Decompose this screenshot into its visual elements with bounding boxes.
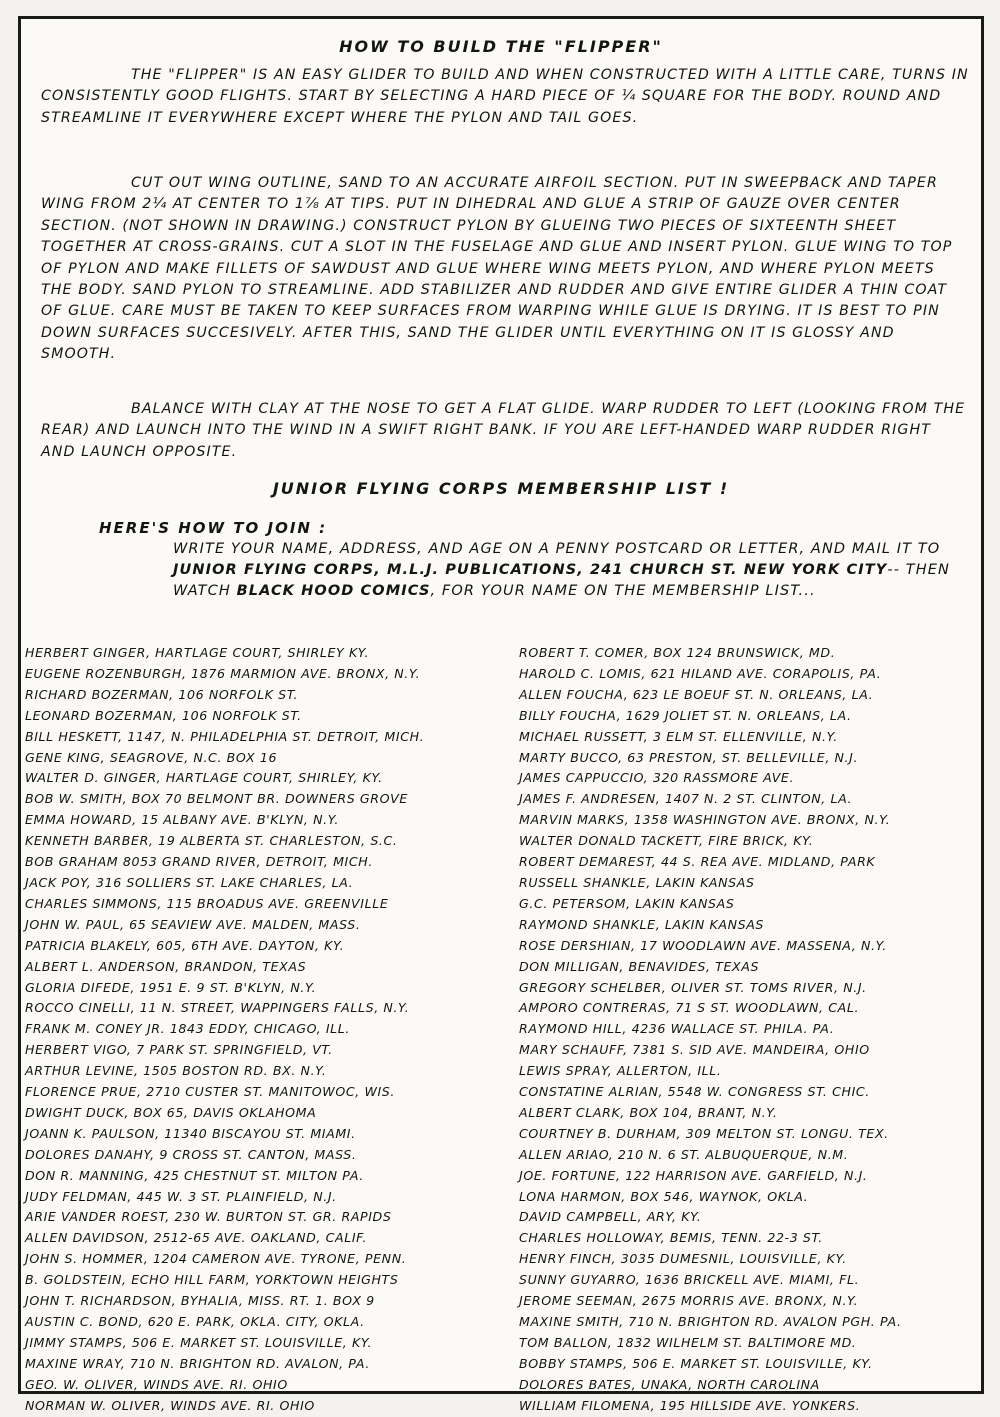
member-entry: JEROME SEEMAN, 2675 MORRIS AVE. BRONX, N.Y. <box>519 1293 859 1309</box>
member-entry: FLORENCE PRUE, 2710 CUSTER ST. MANITOWOC, WIS. <box>25 1084 396 1100</box>
instruction-paragraph-1 <box>41 65 971 129</box>
member-entry: DAVID CAMPBELL, ARY, KY. <box>519 1209 702 1225</box>
member-entry: BILL HESKETT, 1147, N. PHILADELPHIA ST. DETROIT, MICH. <box>25 728 425 744</box>
member-entry: JACK POY, 316 SOLLIERS ST. LAKE CHARLES, LA. <box>25 874 354 890</box>
member-entry: TOM BALLON, 1832 WILHELM ST. BALTIMORE MD. <box>519 1334 857 1350</box>
instruction-text-1: THE "FLIPPER" IS AN EASY GLIDER TO BUILD AND WHEN CONSTRUCTED WITH A LITTLE CARE, TURNS IN CONSISTENTLY GOOD FLIGHTS. START BY SELECTING A HARD PIECE OF ¼ SQUARE FOR THE BODY. ROUND AND STREAMLINE IT EVERYWHERE EXCEPT WHERE THE PYLON AND TAIL GOES. <box>41 67 969 126</box>
member-entry: LEWIS SPRAY, ALLERTON, ILL. <box>519 1063 722 1079</box>
member-entry: DOLORES DANAHY, 9 CROSS ST. CANTON, MASS. <box>25 1146 357 1162</box>
member-entry: LEONARD BOZERMAN, 106 NORFOLK ST. <box>25 707 302 723</box>
member-entry: BOB W. SMITH, BOX 70 BELMONT BR. DOWNERS GROVE <box>25 791 408 807</box>
member-entry: MARY SCHAUFF, 7381 S. SID AVE. MANDEIRA, OHIO <box>519 1042 870 1058</box>
member-entry: MAXINE SMITH, 710 N. BRIGHTON RD. AVALON PGH. PA. <box>519 1314 902 1329</box>
member-entry: GLORIA DIFEDE, 1951 E. 9 ST. B'KLYN, N.Y. <box>25 979 317 995</box>
mailing-address: JUNIOR FLYING CORPS, M.L.J. PUBLICATIONS, 241 CHURCH ST. NEW YORK CITY <box>173 562 888 578</box>
member-entry: ROBERT DEMAREST, 44 S. REA AVE. MIDLAND, PARK <box>519 854 876 870</box>
member-entry: WILLIAM FILOMENA, 195 HILLSIDE AVE. YONKERS. <box>519 1397 861 1413</box>
member-entry: DWIGHT DUCK, BOX 65, DAVIS OKLAHOMA <box>25 1104 317 1120</box>
member-entry: B. GOLDSTEIN, ECHO HILL FARM, YORKTOWN HEIGHTS <box>25 1272 399 1288</box>
member-entry: MICHAEL RUSSETT, 3 ELM ST. ELLENVILLE, N.Y. <box>519 728 838 744</box>
member-entry: ALLEN FOUCHA, 623 LE BOEUF ST. N. ORLEANS, LA. <box>519 686 874 702</box>
member-entry: JAMES F. ANDRESEN, 1407 N. 2 ST. CLINTON, LA. <box>519 791 853 807</box>
member-entry: JOHN W. PAUL, 65 SEAVIEW AVE. MALDEN, MASS. <box>25 916 361 932</box>
member-entry: GEO. W. OLIVER, WINDS AVE. RI. OHIO <box>25 1376 288 1392</box>
member-entry: EUGENE ROZENBURGH, 1876 MARMION AVE. BRONX, N.Y. <box>25 665 421 681</box>
member-entry: EMMA HOWARD, 15 ALBANY AVE. B'KLYN, N.Y. <box>25 812 339 828</box>
member-entry: JAMES CAPPUCCIO, 320 RASSMORE AVE. <box>519 770 795 786</box>
member-entry: GENE KING, SEAGROVE, N.C. BOX 16 <box>25 749 278 765</box>
member-list-right <box>519 643 981 1417</box>
member-entry: HERBERT VIGO, 7 PARK ST. SPRINGFIELD, VT. <box>25 1042 333 1058</box>
member-entry: MARTY BUCCO, 63 PRESTON, ST. BELLEVILLE, N.J. <box>519 749 859 765</box>
member-list-left <box>25 643 515 1417</box>
member-entry: JIMMY STAMPS, 506 E. MARKET ST. LOUISVILLE, KY. <box>25 1334 373 1350</box>
member-entry: ARTHUR LEVINE, 1505 BOSTON RD. BX. N.Y. <box>25 1063 327 1079</box>
member-entry: PATRICIA BLAKELY, 605, 6TH AVE. DAYTON, KY. <box>25 937 345 953</box>
member-entry: JOE. FORTUNE, 122 HARRISON AVE. GARFIELD, N.J. <box>519 1167 868 1183</box>
member-entry: G.C. PETERSOM, LAKIN KANSAS <box>519 895 735 911</box>
member-entry: ROBERT T. COMER, BOX 124 BRUNSWICK, MD. <box>519 645 836 660</box>
member-entry: KENNETH BARBER, 19 ALBERTA ST. CHARLESTON, S.C. <box>25 833 398 849</box>
member-entry: CHARLES SIMMONS, 115 BROADUS AVE. GREENVILLE <box>25 895 389 911</box>
member-entry: AMPORO CONTRERAS, 71 S ST. WOODLAWN, CAL. <box>519 1000 860 1016</box>
join-text-2: -- THEN WATCH <box>173 562 950 599</box>
member-entry: ALBERT L. ANDERSON, BRANDON, TEXAS <box>25 958 307 974</box>
member-entry: MAXINE WRAY, 710 N. BRIGHTON RD. AVALON, PA. <box>25 1355 370 1371</box>
join-text-3: , FOR YOUR NAME ON THE MEMBERSHIP LIST... <box>430 583 816 599</box>
member-entry: DON MILLIGAN, BENAVIDES, TEXAS <box>519 958 760 974</box>
instruction-text-2: CUT OUT WING OUTLINE, SAND TO AN ACCURATE AIRFOIL SECTION. PUT IN SWEEPBACK AND TAPER WING FROM 2¼ AT CENTER TO 1⅞ AT TIPS. PUT IN DIHEDRAL AND GLUE A STRIP OF GAUZE OVER CENTER SECTION. (NOT SHOWN IN DRAWING.) CONSTRUCT PYLON BY GLUEING TWO PIECES OF SIXTEENTH SHEET TOGETHER AT CROSS-GRAINS. CUT A SLOT IN THE FUSELAGE AND GLUE AND INSERT PYLON. GLUE WING TO TOP OF PYLON AND MAKE FILLETS OF SAWDUST AND GLUE WHERE WING MEETS PYLON, AND WHERE PYLON MEETS THE BODY. SAND PYLON TO STREAMLINE. ADD STABILIZER AND RUDDER AND GIVE ENTIRE GLIDER A THIN COAT OF GLUE. CARE MUST BE TAKEN TO KEEP SURFACES FROM WARPING WHILE GLUE IS DRYING. IT IS BEST TO PIN DOWN SURFACES SUCCESIVELY. AFTER THIS, SAND THE GLIDER UNTIL EVERYTHING ON IT IS GLOSSY AND SMOOTH. <box>41 175 953 363</box>
member-entry: MARVIN MARKS, 1358 WASHINGTON AVE. BRONX, N.Y. <box>519 812 891 828</box>
page-frame <box>18 16 984 1413</box>
member-entry: COURTNEY B. DURHAM, 309 MELTON ST. LONGU. TEX. <box>519 1125 889 1141</box>
member-entry: WALTER DONALD TACKETT, FIRE BRICK, KY. <box>519 833 814 849</box>
member-entry: HERBERT GINGER, HARTLAGE COURT, SHIRLEY KY. <box>25 645 370 660</box>
member-entry: BILLY FOUCHA, 1629 JOLIET ST. N. ORLEANS, LA. <box>519 707 852 723</box>
member-entry: CHARLES HOLLOWAY, BEMIS, TENN. 22-3 ST. <box>519 1230 823 1246</box>
member-entry: ROCCO CINELLI, 11 N. STREET, WAPPINGERS FALLS, N.Y. <box>25 1000 410 1016</box>
page-title: HOW TO BUILD THE "FLIPPER" <box>339 37 663 56</box>
join-label: HERE'S HOW TO JOIN : <box>99 519 328 537</box>
member-entry: ALBERT CLARK, BOX 104, BRANT, N.Y. <box>519 1104 778 1120</box>
member-entry: CONSTATINE ALRIAN, 5548 W. CONGRESS ST. CHIC. <box>519 1084 870 1100</box>
member-entry: JUDY FELDMAN, 445 W. 3 ST. PLAINFIELD, N.J. <box>25 1188 337 1204</box>
member-entry: RICHARD BOZERMAN, 106 NORFOLK ST. <box>25 686 299 702</box>
member-entry: AUSTIN C. BOND, 620 E. PARK, OKLA. CITY, OKLA. <box>25 1314 365 1329</box>
member-entry: JOANN K. PAULSON, 11340 BISCAYOU ST. MIAMI. <box>25 1125 356 1141</box>
member-entry: RAYMOND SHANKLE, LAKIN KANSAS <box>519 916 765 932</box>
member-entry: ALLEN ARIAO, 210 N. 6 ST. ALBUQUERQUE, N.M. <box>519 1146 849 1162</box>
member-entry: RUSSELL SHANKLE, LAKIN KANSAS <box>519 874 755 890</box>
member-entry: DOLORES BATES, UNAKA, NORTH CAROLINA <box>519 1376 820 1392</box>
member-entry: BOBBY STAMPS, 506 E. MARKET ST. LOUISVILLE, KY. <box>519 1355 873 1371</box>
membership-title: JUNIOR FLYING CORPS MEMBERSHIP LIST ! <box>272 479 730 498</box>
join-instructions <box>173 539 973 602</box>
member-entry: JOHN S. HOMMER, 1204 CAMERON AVE. TYRONE, PENN. <box>25 1251 407 1267</box>
join-text-1: WRITE YOUR NAME, ADDRESS, AND AGE ON A PENNY POSTCARD OR LETTER, AND MAIL IT TO <box>173 541 941 557</box>
member-entry: NORMAN W. OLIVER, WINDS AVE. RI. OHIO <box>25 1397 315 1413</box>
instruction-text-3: BALANCE WITH CLAY AT THE NOSE TO GET A FLAT GLIDE. WARP RUDDER TO LEFT (LOOKING FROM THE REAR) AND LAUNCH INTO THE WIND IN A SWIFT RIGHT BANK. IF YOU ARE LEFT-HANDED WARP RUDDER RIGHT AND LAUNCH OPPOSITE. <box>41 401 966 460</box>
member-entry: JOHN T. RICHARDSON, BYHALIA, MISS. RT. 1. BOX 9 <box>25 1293 375 1309</box>
comic-title: BLACK HOOD COMICS <box>236 583 431 599</box>
member-entry: SUNNY GUYARRO, 1636 BRICKELL AVE. MIAMI, FL. <box>519 1272 860 1288</box>
instruction-paragraph-2 <box>41 173 971 366</box>
member-entry: HAROLD C. LOMIS, 621 HILAND AVE. CORAPOLIS, PA. <box>519 665 882 681</box>
member-entry: HENRY FINCH, 3035 DUMESNIL, LOUISVILLE, KY. <box>519 1251 847 1267</box>
member-entry: DON R. MANNING, 425 CHESTNUT ST. MILTON PA. <box>25 1167 364 1183</box>
member-entry: ARIE VANDER ROEST, 230 W. BURTON ST. GR. RAPIDS <box>25 1209 392 1225</box>
member-entry: GREGORY SCHELBER, OLIVER ST. TOMS RIVER, N.J. <box>519 979 867 995</box>
member-entry: ROSE DERSHIAN, 17 WOODLAWN AVE. MASSENA, N.Y. <box>519 937 887 953</box>
member-entry: BOB GRAHAM 8053 GRAND RIVER, DETROIT, MICH. <box>25 854 373 870</box>
member-entry: RAYMOND HILL, 4236 WALLACE ST. PHILA. PA. <box>519 1021 835 1037</box>
member-entry: WALTER D. GINGER, HARTLAGE COURT, SHIRLEY, KY. <box>25 770 383 786</box>
member-entry: LONA HARMON, BOX 546, WAYNOK, OKLA. <box>519 1188 809 1204</box>
instruction-paragraph-3 <box>41 399 971 463</box>
member-entry: FRANK M. CONEY JR. 1843 EDDY, CHICAGO, ILL. <box>25 1021 350 1037</box>
member-entry: ALLEN DAVIDSON, 2512-65 AVE. OAKLAND, CALIF. <box>25 1230 367 1246</box>
